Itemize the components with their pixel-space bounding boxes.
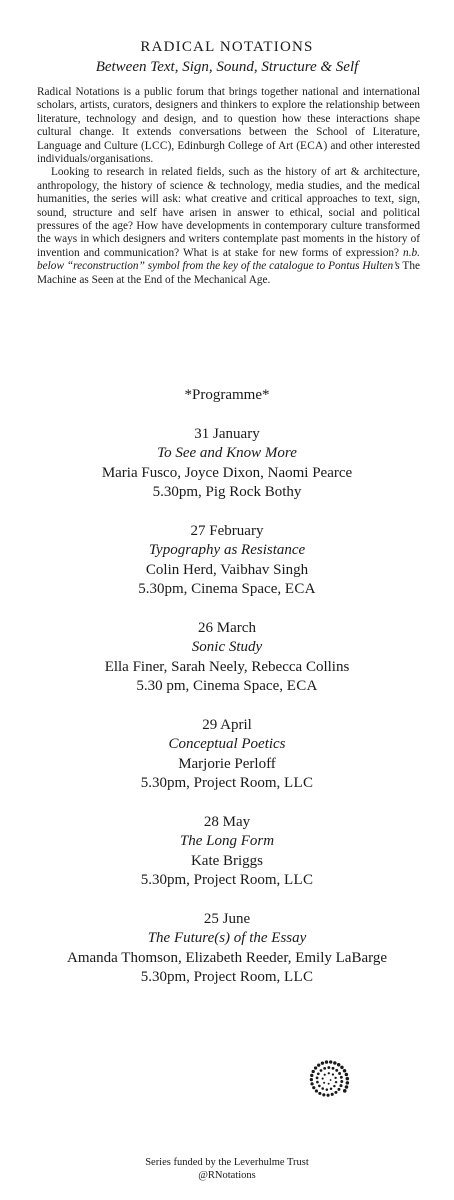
event-date: 28 May [203,813,251,830]
event-date: 25 June [203,910,251,927]
spiral-dot [323,1067,326,1070]
spiral-dot [335,1069,338,1072]
spiral-dot [310,1078,313,1081]
spiral-dot [320,1069,323,1072]
intro-p1-text-c: ) and other interested individuals/organisations. [37,139,420,166]
event-title: The Long Form [179,833,275,849]
lcc-abbr: LCC [144,139,168,152]
spiral-dot [334,1091,337,1094]
event-date: 26 March [198,619,256,636]
eca-abbr: ECA [300,139,324,152]
event-date: 29 April [202,716,252,733]
spiral-dots [310,1060,349,1096]
spiral-dot [318,1085,321,1088]
spiral-dot [321,1061,324,1064]
spiral-dot [331,1093,334,1096]
event-item [0,716,454,794]
event-item [0,813,454,891]
event-time-venue: 5.30pm, Project Room, [140,969,285,985]
spiral-dot [322,1093,325,1096]
event-item [0,522,454,600]
event-time-venue: 5.30pm, Project Room, [140,775,285,791]
event-time-place [0,871,454,891]
spiral-dot [315,1089,318,1092]
spiral-dot [327,1066,330,1069]
event-time-place [0,677,454,697]
intro-p1-text-b: ), Edinburgh College of Art ( [167,139,300,152]
funding-credit: Series funded by the Leverhulme Trust [145,1157,309,1168]
spiral-dot [332,1067,335,1070]
spiral-dot [328,1072,330,1074]
event-item [0,425,454,503]
event-time-venue: 5.30pm, Cinema Space, [138,581,285,597]
spiral-dot [317,1063,320,1066]
spiral-dot [345,1073,349,1077]
event-date: 31 January [194,425,260,442]
spiral-dot [340,1076,343,1079]
spiral-dot [317,1072,320,1075]
event-title: Typography as Resistance [148,542,306,558]
event-venue-abbr: LLC [284,872,314,888]
event-speakers: Amanda Thomson, Elizabeth Reeder, Emily LaBarge [66,949,387,966]
spiral-dot [330,1088,333,1091]
event-venue-abbr: ECA [284,581,316,597]
event-title: Sonic Study [191,639,263,655]
spiral-dot [329,1060,332,1063]
programme [0,386,454,1007]
spiral-dot [318,1092,321,1095]
spiral-dot [316,1081,319,1084]
spiral-dot [312,1070,315,1073]
spiral-dot [314,1066,317,1069]
intro-paragraph-2 [37,166,420,287]
spiral-dot [312,1086,315,1089]
intro-p2-end: The Machine as Seen at the End of the Mechanical Age. [37,260,420,286]
event-time-venue: 5.30pm, Project Room, [140,872,285,888]
event-speakers: Marjorie Perloff [178,755,276,772]
spiral-dot [327,1094,330,1097]
spiral-dot [340,1066,343,1069]
reconstruction-spiral-icon [305,1057,351,1103]
event-time-venue: 5.30pm, Pig Rock Bothy [152,484,302,500]
spiral-dot [335,1081,337,1083]
intro-text [37,86,420,287]
intro-p1-text-a: Radical Notations is a public forum that brings together national and international scholars, artists, curators, designers and thinkers to explore the relationship between literature, technology and design, and to question how these interactions shape cultural change. It extends conversations between the School of Literature, Language and Culture ( [37,86,420,152]
event-title: Conceptual Poetics [168,736,286,752]
spiral-dot [316,1077,319,1080]
event-speakers: Colin Herd, Vaibhav Singh [145,561,309,578]
event-title: To See and Know More [157,445,297,461]
spiral-dot [333,1061,336,1064]
spiral-dot [338,1072,341,1075]
spiral-dot [332,1073,334,1075]
spiral-dot [343,1069,347,1073]
spiral-dot [346,1081,350,1085]
event-speakers: Maria Fusco, Joyce Dixon, Naomi Pearce [101,464,353,481]
spiral-dot [326,1088,329,1091]
footer [0,1156,454,1182]
spiral-dot [310,1074,313,1077]
event-time-place [0,774,454,794]
event-time-place [0,483,454,503]
event-item [0,910,454,988]
spiral-dot [340,1080,343,1083]
spiral-dot [334,1077,336,1079]
programme-heading: *Programme* [184,387,270,403]
spiral-dot [330,1079,332,1081]
intro-p2-text: Looking to research in related fields, such as the history of art & architecture, anthropology, the history of science & technology, media studies, and the medical humanities, the series will ask: what creative and critical approaches to text, sign, sound, structure and self have arisen in answer to ethical, social and political pressures of the age? How have developments in contemporary culture transformed the ways in which designers and writers contemplate past moments in the history of invention and communication? What is at stake for new forms of expression? [37,166,420,259]
event-time-place [0,580,454,600]
event-title: The Future(s) of the Essay [147,930,307,946]
event-venue-abbr: LLC [284,969,314,985]
spiral-dot [328,1083,330,1085]
spiral-dot [345,1085,349,1089]
event-venue-abbr: ECA [286,678,318,694]
spiral-dot [337,1088,340,1091]
social-handle: @RNotations [198,1170,256,1181]
page-title: RADICAL NOTATIONS [140,39,314,55]
event-item [0,619,454,697]
page-subtitle: Between Text, Sign, Sound, Structure & Self [95,59,359,75]
event-speakers: Ella Finer, Sarah Neely, Rebecca Collins [104,658,350,675]
event-speakers: Kate Briggs [190,852,264,869]
event-date: 27 February [190,522,264,539]
event-venue-abbr: LLC [284,775,314,791]
event-time-place [0,968,454,988]
spiral-dot [322,1078,324,1080]
spiral-dot [346,1077,350,1081]
event-time-venue: 5.30 pm, Cinema Space, [136,678,287,694]
spiral-dot [323,1082,325,1084]
intro-p2-note: n.b. below “reconstruction” symbol from the key of the catalogue to Pontus Hulten’s [37,246,420,273]
spiral-dot [337,1063,340,1066]
spiral-dot [325,1060,328,1063]
spiral-dot [333,1085,335,1087]
intro-paragraph-1 [37,86,420,166]
spiral-dot [343,1089,347,1093]
spiral-dot [321,1087,324,1090]
spiral-dot [310,1082,313,1085]
spiral-dot [324,1074,326,1076]
spiral-dot [339,1084,342,1087]
header [0,38,454,77]
